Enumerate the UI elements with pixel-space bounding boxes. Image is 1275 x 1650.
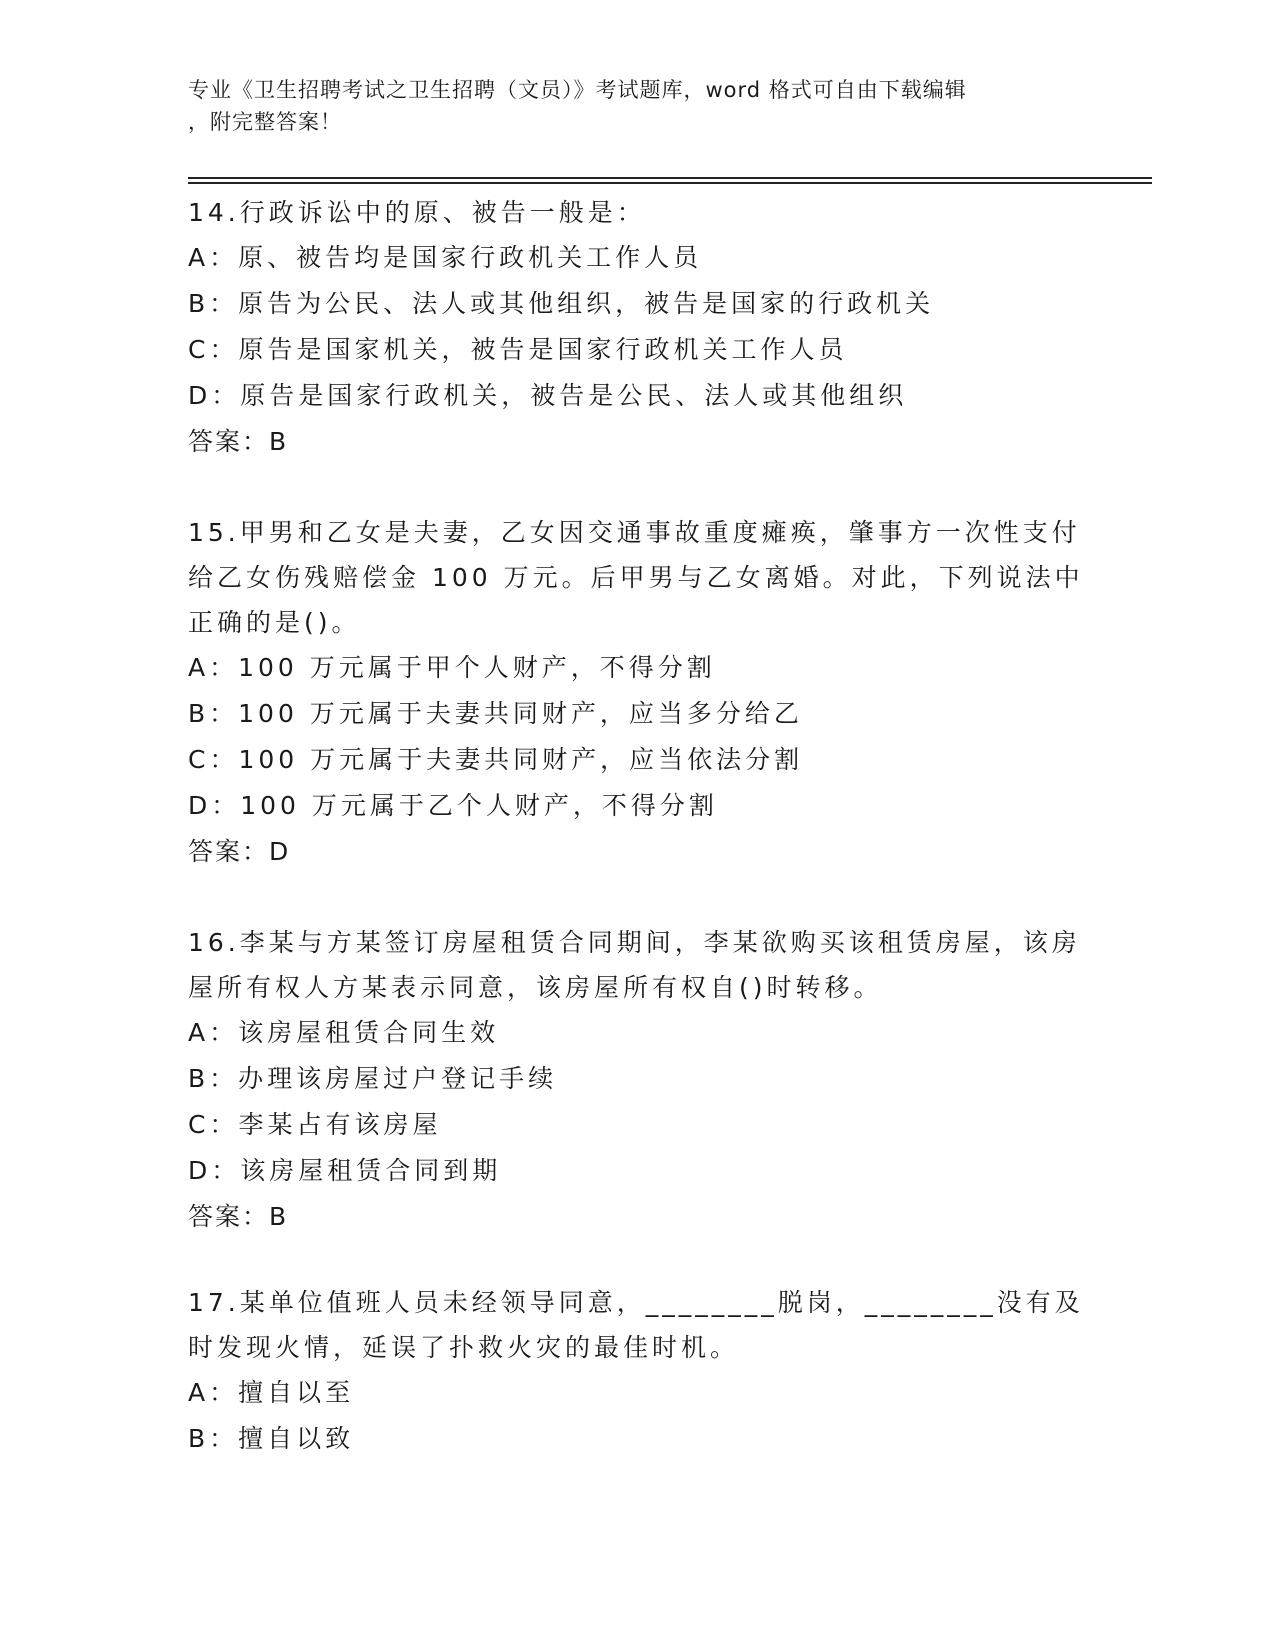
question-16 [188,920,1088,1240]
option-c: C：100 万元属于夫妻共同财产，应当依法分割 [188,745,804,774]
option-d: D：该房屋租赁合同到期 [188,1156,502,1185]
answer: 答案：B [188,1202,289,1231]
option-c: C：原告是国家机关，被告是国家行政机关工作人员 [188,335,848,364]
option-a: A：100 万元属于甲个人财产，不得分割 [188,653,716,682]
header-divider-bottom [188,182,1152,184]
option-b: B：原告为公民、法人或其他组织，被告是国家的行政机关 [188,289,935,318]
header-divider-top [188,177,1152,179]
question-17 [188,1280,1088,1462]
question-stem: 14.行政诉讼中的原、被告一般是： [188,198,646,227]
option-c: C：李某占有该房屋 [188,1110,442,1139]
option-a: A：原、被告均是国家行政机关工作人员 [188,243,703,272]
option-a: A：该房屋租赁合同生效 [188,1018,500,1047]
question-stem: 15.甲男和乙女是夫妻，乙女因交通事故重度瘫痪，肇事方一次性支付给乙女伤残赔偿金 100 万元。后甲男与乙女离婚。对此，下列说法中正确的是()。 [188,518,1084,637]
option-d: D：原告是国家行政机关，被告是公民、法人或其他组织 [188,381,908,410]
option-d: D：100 万元属于乙个人财产，不得分割 [188,791,718,820]
answer: 答案：B [188,427,289,456]
question-stem: 17.某单位值班人员未经领导同意，________脱岗，________没有及时发现火情，延误了扑救火灾的最佳时机。 [188,1288,1084,1362]
option-b: B：100 万元属于夫妻共同财产，应当多分给乙 [188,699,803,728]
document-header [188,74,1068,138]
option-b: B：擅自以致 [188,1424,355,1453]
answer: 答案：D [188,837,291,866]
question-14 [188,190,1088,465]
question-15 [188,510,1088,875]
option-a: A：擅自以至 [188,1378,355,1407]
option-b: B：办理该房屋过户登记手续 [188,1064,558,1093]
header-line-1: 专业《卫生招聘考试之卫生招聘（文员）》考试题库，word 格式可自由下载编辑 [188,78,967,102]
question-stem: 16.李某与方某签订房屋租赁合同期间，李某欲购买该租赁房屋，该房屋所有权人方某表示同意，该房屋所有权自()时转移。 [188,928,1081,1002]
header-line-2: ，附完整答案！ [188,110,342,134]
